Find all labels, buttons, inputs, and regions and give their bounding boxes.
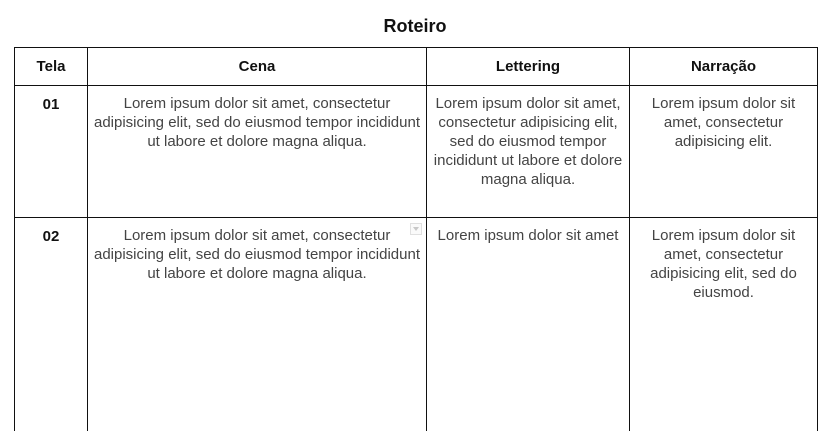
column-header-lettering: Lettering — [427, 48, 630, 86]
table-row — [15, 86, 818, 218]
column-header-tela: Tela — [15, 48, 88, 86]
narracao-cell[interactable]: Lorem ipsum dolor sit amet, consectetur adipisicing elit, sed do eiusmod. — [630, 218, 818, 431]
page-title: Roteiro — [0, 14, 830, 38]
cena-cell[interactable]: Lorem ipsum dolor sit amet, consectetur adipisicing elit, sed do eiusmod tempor incididunt ut labore et dolore magna aliqua. — [88, 86, 427, 218]
chevron-down-icon[interactable] — [410, 223, 422, 235]
tela-cell[interactable]: 01 — [15, 86, 88, 218]
lettering-cell[interactable]: Lorem ipsum dolor sit amet — [427, 218, 630, 431]
table-row — [15, 218, 818, 431]
narracao-cell[interactable]: Lorem ipsum dolor sit amet, consectetur adipisicing elit. — [630, 86, 818, 218]
column-header-narracao: Narração — [630, 48, 818, 86]
script-table — [14, 47, 818, 431]
lettering-cell[interactable]: Lorem ipsum dolor sit amet, consectetur adipisicing elit, sed do eiusmod tempor incididunt ut labore et dolore magna aliqua. — [427, 86, 630, 218]
cena-cell-text: Lorem ipsum dolor sit amet, consectetur adipisicing elit, sed do eiusmod tempor incididunt ut labore et dolore magna aliqua. — [94, 227, 420, 282]
table-header-row — [15, 48, 818, 86]
cena-cell[interactable] — [88, 218, 427, 431]
tela-cell[interactable]: 02 — [15, 218, 88, 431]
column-header-cena: Cena — [88, 48, 427, 86]
